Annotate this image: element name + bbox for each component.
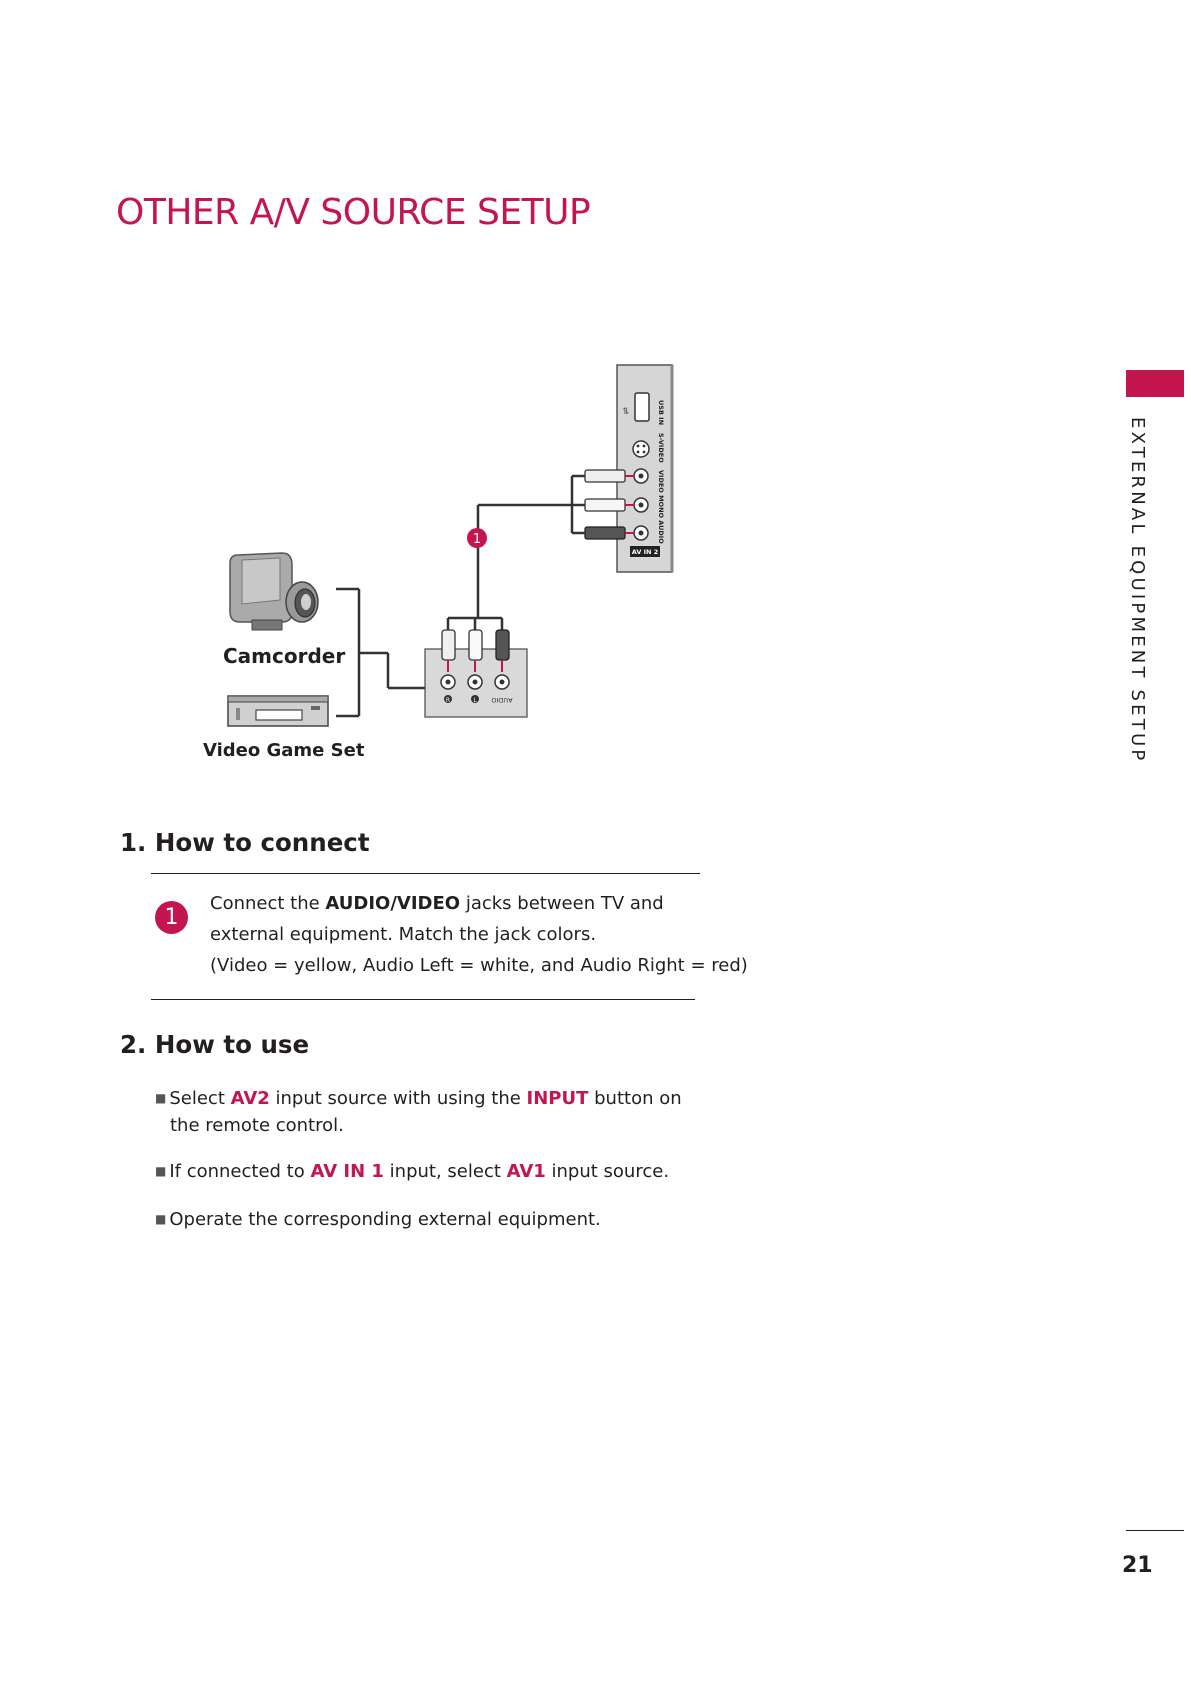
connect-line-3: (Video = yellow, Audio Left = white, and Audio Right = red) [210, 955, 748, 976]
usb-port [635, 393, 649, 421]
bullet-square-icon: ■ [155, 1091, 167, 1105]
device-bracket [336, 589, 425, 716]
page-number-rule [1126, 1530, 1184, 1531]
usb-icon: ⇌ [620, 407, 630, 415]
s-video-jack [633, 441, 649, 457]
use-bullet-1: ■ Select AV2 input source with using the INPUT button on [155, 1088, 682, 1109]
section-side-label: EXTERNAL EQUIPMENT SETUP [1127, 417, 1148, 764]
device-audio-label: AUDIO [491, 696, 513, 704]
use-bullet-2: ■ If connected to AV IN 1 input, select AV1 input source. [155, 1161, 670, 1182]
page-number: 21 [1122, 1553, 1153, 1578]
usb-in-label: USB IN [657, 400, 665, 426]
callout-number: 1 [472, 532, 482, 547]
section-divider [151, 873, 700, 874]
video-audio-label: VIDEO MONO AUDIO [657, 470, 665, 544]
section-divider [151, 999, 695, 1000]
use-bullet-1-continued: the remote control. [170, 1115, 344, 1136]
connect-instructions [210, 888, 748, 981]
av1-keyword: AV1 [506, 1161, 546, 1182]
s-video-label: S-VIDEO [657, 433, 665, 463]
how-to-use-heading: 2. How to use [120, 1030, 310, 1059]
use-bullet-3: ■ Operate the corresponding external equipment. [155, 1209, 601, 1230]
step-number-badge: 1 [155, 901, 188, 934]
page-title: OTHER A/V SOURCE SETUP [116, 192, 591, 233]
bullet-square-icon: ■ [155, 1212, 167, 1226]
bullet-square-icon: ■ [155, 1164, 167, 1178]
av-in-2-label: AV IN 2 [631, 548, 659, 556]
device-l-label: L [473, 697, 477, 704]
camcorder-label: Camcorder [223, 644, 346, 668]
camcorder-icon [230, 553, 318, 630]
connect-line-2: external equipment. Match the jack colors. [210, 924, 597, 945]
video-game-set-icon [228, 696, 328, 726]
tv-input-panel [617, 365, 672, 572]
connect-line-1: Connect the AUDIO/VIDEO jacks between TV and [210, 893, 664, 914]
how-to-connect-heading: 1. How to connect [120, 828, 370, 857]
av-cable [448, 476, 585, 630]
device-jack-panel [425, 630, 527, 717]
input-keyword: INPUT [526, 1088, 589, 1109]
device-r-label: R [445, 697, 451, 704]
av2-keyword: AV2 [230, 1088, 270, 1109]
av-in-1-keyword: AV IN 1 [310, 1161, 384, 1182]
audio-video-keyword: AUDIO/VIDEO [325, 893, 461, 914]
video-game-set-label: Video Game Set [203, 740, 365, 761]
connection-diagram [0, 0, 1191, 800]
